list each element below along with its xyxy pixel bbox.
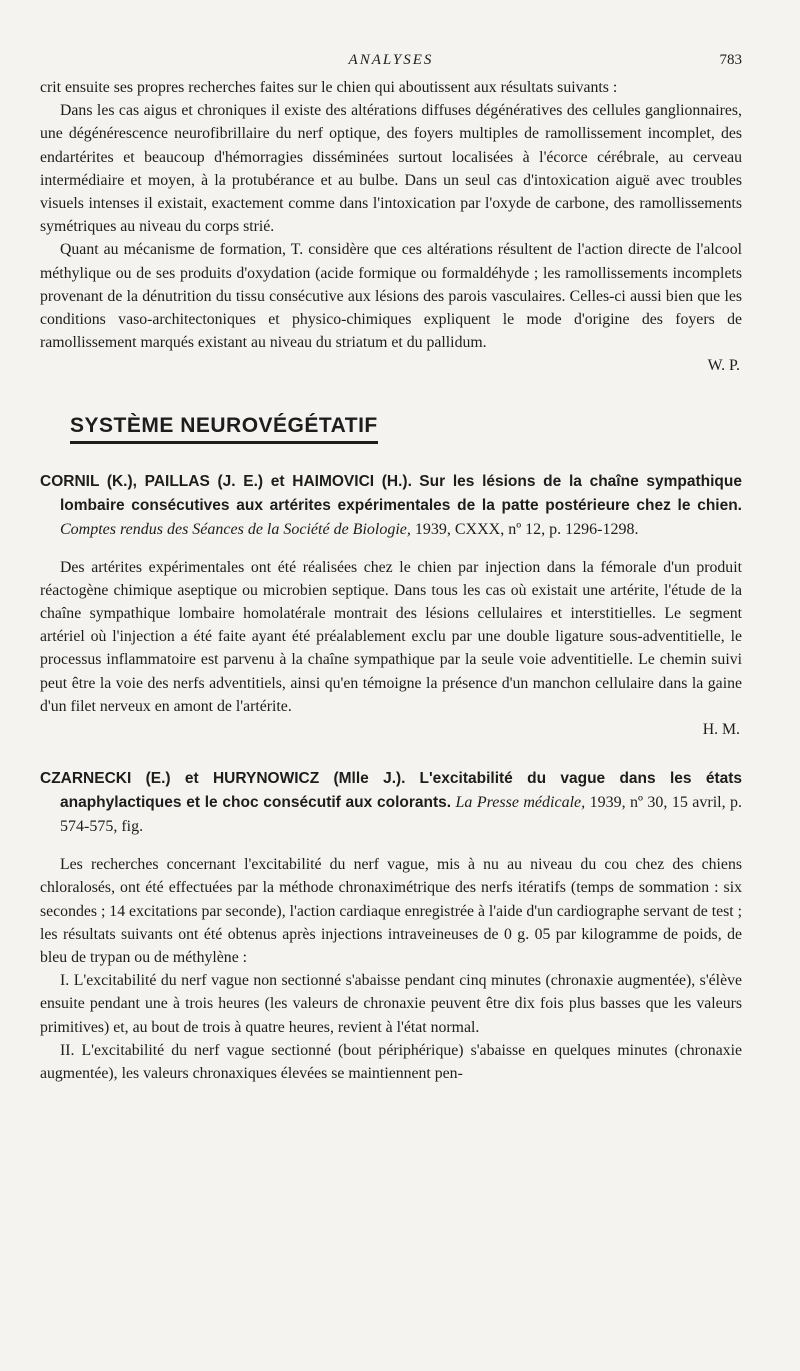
entry-authors: CZARNECKI (E.) et HURYNOWICZ (Mlle J.).	[40, 770, 406, 788]
paragraph: Les recherches concernant l'excitabilité du nerf vague, mis à nu au niveau du cou chez des chiens chloralosés, ont été effectuées par la méthode chronaximétrique des nerfs itératifs (temps de sommation : six secondes ; 14 excitations par seconde), l'action cardiaque enregistrée à l'aide d'un cardiographe servant de test ; les résultats suivants ont été obtenus après injections intraveineuses de 0 g. 05 par kilogramme de poids, de bleu de trypan ou de méthylène :	[40, 856, 742, 967]
entry-authors: CORNIL (K.), PAILLAS (J. E.) et HAIMOVICI (H.).	[40, 472, 412, 490]
running-header	[40, 50, 742, 76]
entry-body	[40, 853, 742, 1085]
paragraph: crit ensuite ses propres recherches faites sur le chien qui aboutissent aux résultats suivants :	[40, 79, 618, 96]
entry-citation: 1939, CXXX, nº 12, p. 1296-1298.	[414, 520, 639, 538]
signature: H. M.	[702, 721, 740, 739]
paragraph: II. L'excitabilité du nerf vague sectionné (bout périphérique) s'abaisse en quelques minutes (chronaxie augmentée), les valeurs chronaxiques élevées se maintiennent pen-	[40, 1041, 742, 1083]
entry-heading	[40, 767, 742, 839]
entry-journal: La Presse médicale,	[455, 794, 586, 812]
signature: W. P.	[707, 357, 740, 375]
paragraph: I. L'excitabilité du nerf vague non sectionné s'abaisse pendant cinq minutes (chronaxie augmentée), s'élève ensuite pendant une à trois heures (les valeurs de chronaxie peuvent être dix fois plus basses que les valeurs primitives) et, au bout de trois à quatre heures, revient à l'état normal.	[40, 972, 742, 1036]
section-title: SYSTÈME NEUROVÉGÉTATIF	[70, 414, 378, 444]
abstract-entry	[40, 470, 742, 742]
entry-citation: 1939, nº 30, 15 avril, p. 574-575, fig.	[60, 794, 743, 836]
previous-article-continuation	[40, 76, 742, 378]
paragraph: Quant au mécanisme de formation, T. considère que ces altérations résultent de l'action directe de l'alcool méthylique ou de ses produits d'oxydation (acide formique ou formaldéhyde ; les ramollissements incomplets provenant de la dénutrition du tissu consécutive aux lésions des parois vasculaires. Celles-ci aussi bien que les conditions vaso-architectoniques et physico-chimiques expliquent le mode d'origine des foyers de ramollissement marqués existant au niveau du striatum et du pallidum.	[40, 241, 742, 352]
entry-title: L'excitabilité du vague dans les états anaphylactiques et le choc consécutif aux colorants.	[60, 770, 743, 812]
entry-title: Sur les lésions de la chaîne sympathique lombaire consécutives aux artérites expérimentales de la patte postérieure chez le chien.	[60, 472, 742, 514]
entry-journal: Comptes rendus des Séances de la Société de Biologie,	[60, 520, 411, 538]
entry-body	[40, 556, 742, 742]
paragraph: Des artérites expérimentales ont été réalisées chez le chien par injection dans la fémorale d'un produit réactogène chimique aseptique ou microbien septique. Dans tous les cas où existait une artérite, l'étude de la chaîne sympathique lombaire homolatérale montrait des lésions cellulaires et interstitielles. Le segment artériel où l'injection a été faite ayant été préalablement exclu par une double ligature sous-adventitielle, le processus inflammatoire est parvenu à la chaîne sympathique par la seule voie adventitielle. Le chemin suivi peut être la voie des nerfs adventitiels, ainsi qu'en témoigne la présence d'un manchon cellulaire dans la gaine d'un filet nerveux en amont de l'artérite.	[40, 558, 742, 715]
abstract-entry	[40, 767, 742, 1085]
entry-heading	[40, 470, 742, 542]
page-number: 783	[719, 52, 742, 68]
running-title: ANALYSES	[348, 52, 434, 68]
paragraph: Dans les cas aigus et chroniques il existe des altérations diffuses dégénératives des cellules ganglionnaires, une dégénérescence neurofibrillaire du nerf optique, des foyers multiples de ramollissement incomplet, des endartérites et beaucoup d'hémorragies disséminées surtout localisées à l'écorce cérébrale, au cerveau intermédiaire et moyen, à la protubérance et au bulbe. Dans un seul cas d'intoxication aiguë avec troubles visuels intenses il existait, exactement comme dans l'intoxication par l'oxyde de carbone, des ramollissements symétriques au niveau du corps strié.	[40, 102, 742, 236]
